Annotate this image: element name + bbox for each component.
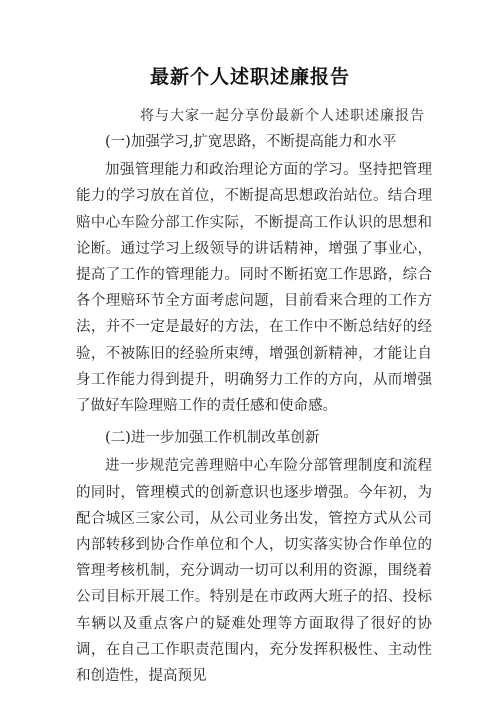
document-body (76, 127, 432, 689)
document-subtitle: 将与大家一起分享份最新个人述职述廉报告 (140, 108, 425, 124)
document-title: 最新个人述职述廉报告 (149, 66, 350, 88)
section-paragraph-1: 加强管理能力和政治理论方面的学习。坚持把管理能力的学习放在首位，不断提高思想政治站位。结合理赔中心车险分部工作实际，不断提高工作认识的思想和论断。通过学习上级领导的讲话精神，增强了事业心，提高了工作的管理能力。同时不断拓宽工作思路，综合各个理赔环节全方面考虑问题，目前看来合理的工作方法，并不一定是最好的方法，在工作中不断总结好的经验，不被陈旧的经验所束缚，增强创新精神，才能让自身工作能力得到提升，明确努力工作的方向，从而增强了做好车险理赔工作的责任感和使命感。 (76, 162, 432, 415)
section-paragraph-2: 进一步规范完善理赔中心车险分部管理制度和流程的同时，管理模式的创新意识也逐步增强。今年初，为配合城区三家公司，从公司业务出发，管控方式从公司内部转移到协合作单位和个人，切实落实协合作单位的管理考核机制，充分调动一切可以利用的资源，围绕着公司目标开展工作。特别是在市政两大班子的招、投标车辆以及重点客户的疑难处理等方面取得了很好的协调，在自己工作职责范围内，充分发挥积极性、主动性和创造性，提高预见 (76, 458, 432, 685)
section-heading-1: (一)加强学习,扩宽思路，不断提高能力和水平 (105, 134, 397, 150)
section-heading-2: (二)进一步加强工作机制改革创新 (105, 430, 320, 447)
